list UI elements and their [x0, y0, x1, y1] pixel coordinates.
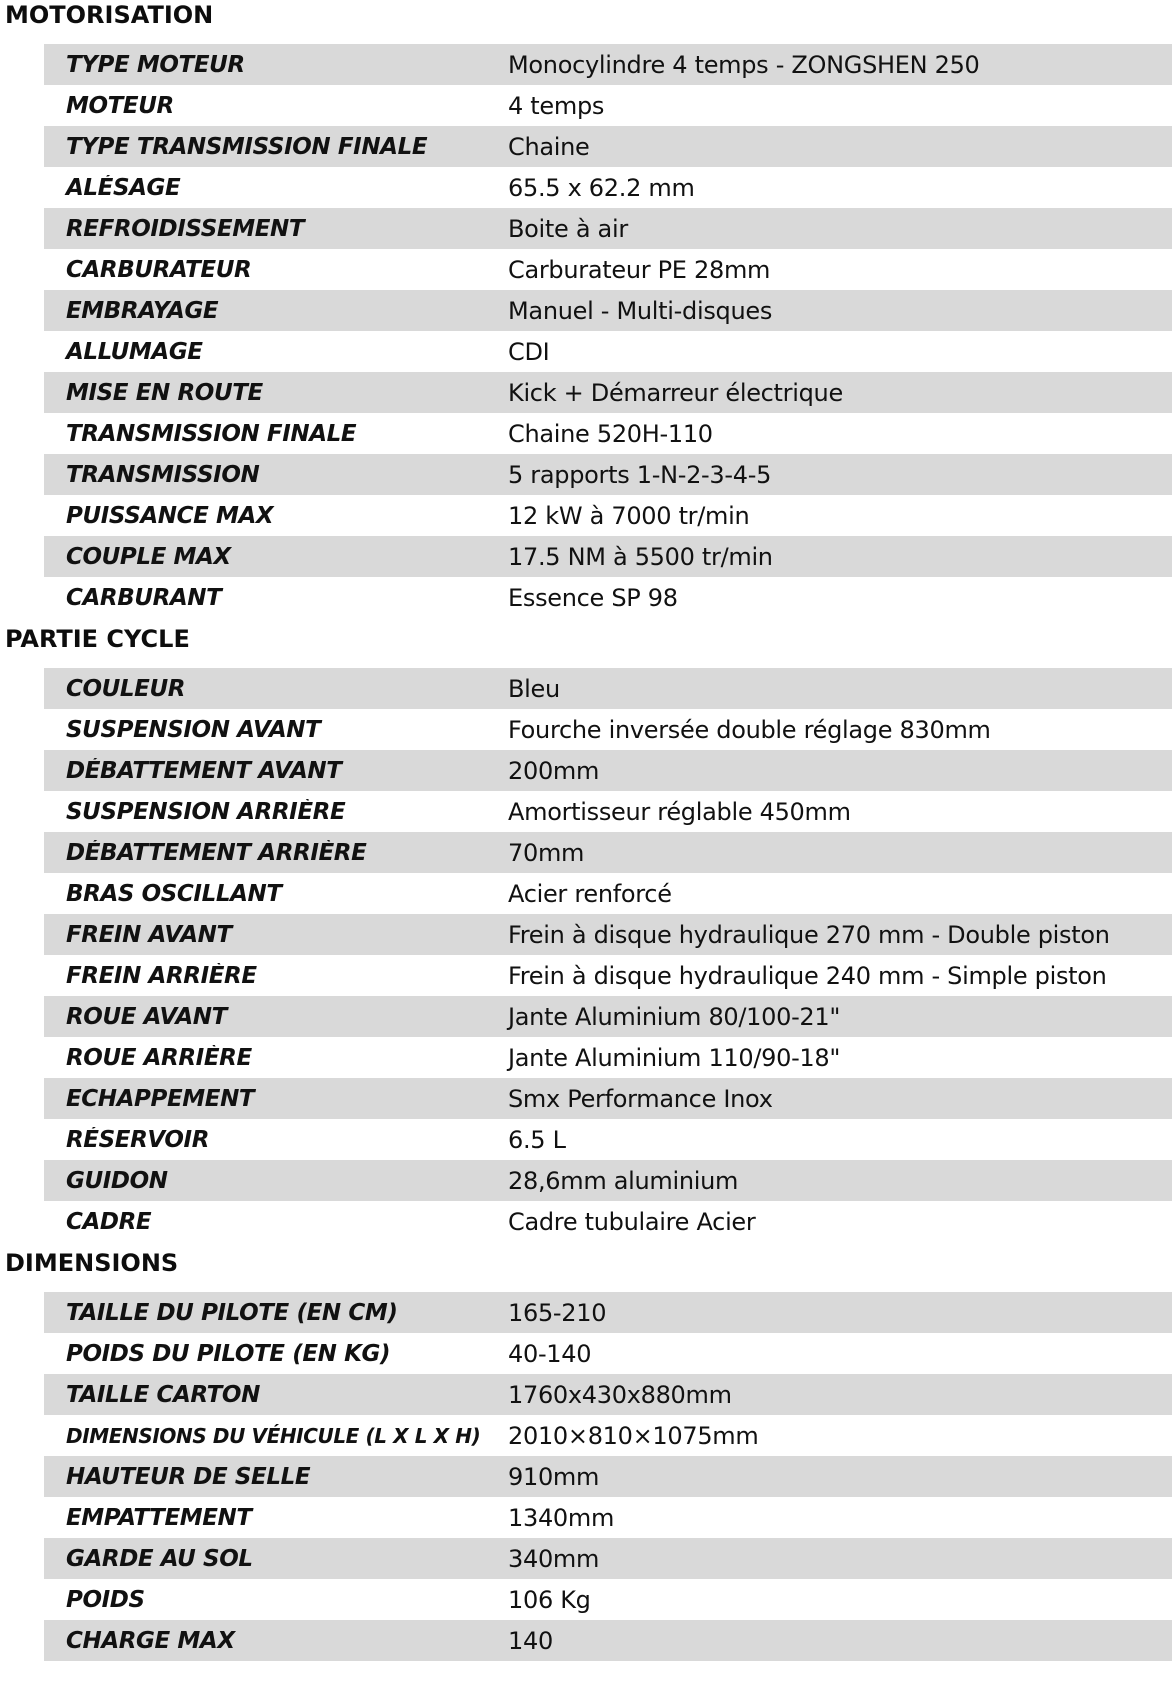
spec-label: TYPE TRANSMISSION FINALE: [66, 133, 428, 160]
spec-value: 2010×810×1075mm: [508, 1421, 759, 1450]
table-row: [44, 1119, 1172, 1160]
spec-value: CDI: [508, 337, 550, 366]
spec-label: POIDS: [66, 1586, 145, 1613]
spec-value: 165-210: [508, 1298, 607, 1327]
spec-value: 12 kW à 7000 tr/min: [508, 501, 750, 530]
spec-value: 200mm: [508, 756, 600, 785]
spec-label: FREIN ARRIÈRE: [66, 962, 257, 989]
spec-label: EMPATTEMENT: [66, 1504, 252, 1531]
spec-value: Fourche inversée double réglage 830mm: [508, 715, 991, 744]
spec-value: 65.5 x 62.2 mm: [508, 173, 695, 202]
spec-label: SUSPENSION AVANT: [66, 716, 321, 743]
spec-label: DÉBATTEMENT AVANT: [66, 757, 342, 784]
spec-value: 340mm: [508, 1544, 600, 1573]
spec-label: COUPLE MAX: [66, 543, 231, 570]
table-row: [44, 1037, 1172, 1078]
table-row: [44, 832, 1172, 873]
table-row: [44, 1201, 1172, 1242]
spec-label: MOTEUR: [66, 92, 174, 119]
spec-value: Acier renforcé: [508, 879, 672, 908]
table-row: [44, 1620, 1172, 1661]
table-row: [44, 290, 1172, 331]
table-row: [44, 1538, 1172, 1579]
spec-label: POIDS DU PILOTE (EN KG): [66, 1340, 391, 1367]
table-row: [44, 454, 1172, 495]
table-row: [44, 996, 1172, 1037]
spec-label: COULEUR: [66, 675, 186, 702]
table-row: [44, 1078, 1172, 1119]
spec-label: PUISSANCE MAX: [66, 502, 274, 529]
spec-label: TRANSMISSION: [66, 461, 260, 488]
spec-table: [44, 668, 1172, 1242]
spec-value: Frein à disque hydraulique 240 mm - Simple piston: [508, 961, 1107, 990]
spec-section: [0, 0, 1172, 618]
spec-label: SUSPENSION ARRIÈRE: [66, 798, 346, 825]
spec-value: 910mm: [508, 1462, 600, 1491]
spec-value: 4 temps: [508, 91, 605, 120]
spec-value: Cadre tubulaire Acier: [508, 1207, 756, 1236]
spec-label: TAILLE DU PILOTE (EN CM): [66, 1299, 398, 1326]
spec-label: ALLUMAGE: [66, 338, 203, 365]
table-row: [44, 668, 1172, 709]
table-row: [44, 372, 1172, 413]
table-row: [44, 791, 1172, 832]
spec-label: ECHAPPEMENT: [66, 1085, 255, 1112]
spec-value: Amortisseur réglable 450mm: [508, 797, 851, 826]
spec-value: 5 rapports 1-N-2-3-4-5: [508, 460, 772, 489]
spec-label: FREIN AVANT: [66, 921, 232, 948]
spec-label: EMBRAYAGE: [66, 297, 219, 324]
spec-value: Chaine 520H-110: [508, 419, 713, 448]
spec-value: Smx Performance Inox: [508, 1084, 773, 1113]
table-row: [44, 167, 1172, 208]
table-row: [44, 709, 1172, 750]
spec-value: Bleu: [508, 674, 560, 703]
spec-label: CARBURATEUR: [66, 256, 252, 283]
spec-label: GARDE AU SOL: [66, 1545, 253, 1572]
spec-label: ALÉSAGE: [66, 174, 181, 201]
table-row: [44, 126, 1172, 167]
spec-value: Chaine: [508, 132, 590, 161]
spec-label: REFROIDISSEMENT: [66, 215, 305, 242]
spec-value: Kick + Démarreur électrique: [508, 378, 843, 407]
spec-value: Carburateur PE 28mm: [508, 255, 771, 284]
spec-label: RÉSERVOIR: [66, 1126, 210, 1153]
table-row: [44, 208, 1172, 249]
spec-label: TYPE MOTEUR: [66, 51, 245, 78]
table-row: [44, 495, 1172, 536]
table-row: [44, 750, 1172, 791]
spec-table: [44, 44, 1172, 618]
spec-section: [0, 1248, 1172, 1661]
table-row: [44, 1292, 1172, 1333]
spec-label: CHARGE MAX: [66, 1627, 235, 1654]
section-title: MOTORISATION: [5, 1, 214, 29]
table-row: [44, 955, 1172, 996]
spec-label: TRANSMISSION FINALE: [66, 420, 357, 447]
spec-value: 1760x430x880mm: [508, 1380, 732, 1409]
table-row: [44, 413, 1172, 454]
table-row: [44, 249, 1172, 290]
spec-label: ROUE AVANT: [66, 1003, 227, 1030]
table-row: [44, 1160, 1172, 1201]
spec-value: Monocylindre 4 temps - ZONGSHEN 250: [508, 50, 980, 79]
table-row: [44, 85, 1172, 126]
spec-value: Boite à air: [508, 214, 628, 243]
spec-value: 6.5 L: [508, 1125, 566, 1154]
spec-label: BRAS OSCILLANT: [66, 880, 282, 907]
table-row: [44, 1374, 1172, 1415]
spec-value: Frein à disque hydraulique 270 mm - Double piston: [508, 920, 1110, 949]
spec-value: Manuel - Multi-disques: [508, 296, 773, 325]
table-row: [44, 577, 1172, 618]
table-row: [44, 1579, 1172, 1620]
table-row: [44, 873, 1172, 914]
spec-value: 40-140: [508, 1339, 592, 1368]
spec-value: 140: [508, 1626, 553, 1655]
table-row: [44, 1497, 1172, 1538]
spec-table: [44, 1292, 1172, 1661]
spec-value: 1340mm: [508, 1503, 615, 1532]
spec-label: CADRE: [66, 1208, 152, 1235]
table-row: [44, 331, 1172, 372]
spec-label: GUIDON: [66, 1167, 168, 1194]
spec-value: 17.5 NM à 5500 tr/min: [508, 542, 773, 571]
spec-label: HAUTEUR DE SELLE: [66, 1463, 311, 1490]
spec-value: Jante Aluminium 80/100-21": [508, 1002, 841, 1031]
spec-section: [0, 624, 1172, 1242]
table-row: [44, 1456, 1172, 1497]
table-row: [44, 1415, 1172, 1456]
spec-value: 70mm: [508, 838, 585, 867]
spec-label: DIMENSIONS DU VÉHICULE (L X L X H): [66, 1423, 481, 1448]
spec-label: DÉBATTEMENT ARRIÈRE: [66, 839, 367, 866]
table-row: [44, 1333, 1172, 1374]
table-row: [44, 914, 1172, 955]
spec-label: MISE EN ROUTE: [66, 379, 263, 406]
spec-label: ROUE ARRIÈRE: [66, 1044, 252, 1071]
spec-value: 106 Kg: [508, 1585, 591, 1614]
section-title: PARTIE CYCLE: [5, 625, 190, 653]
spec-value: 28,6mm aluminium: [508, 1166, 739, 1195]
table-row: [44, 536, 1172, 577]
section-title: DIMENSIONS: [5, 1249, 179, 1277]
spec-label: CARBURANT: [66, 584, 222, 611]
spec-value: Jante Aluminium 110/90-18": [508, 1043, 841, 1072]
spec-label: TAILLE CARTON: [66, 1381, 260, 1408]
table-row: [44, 44, 1172, 85]
spec-value: Essence SP 98: [508, 583, 678, 612]
